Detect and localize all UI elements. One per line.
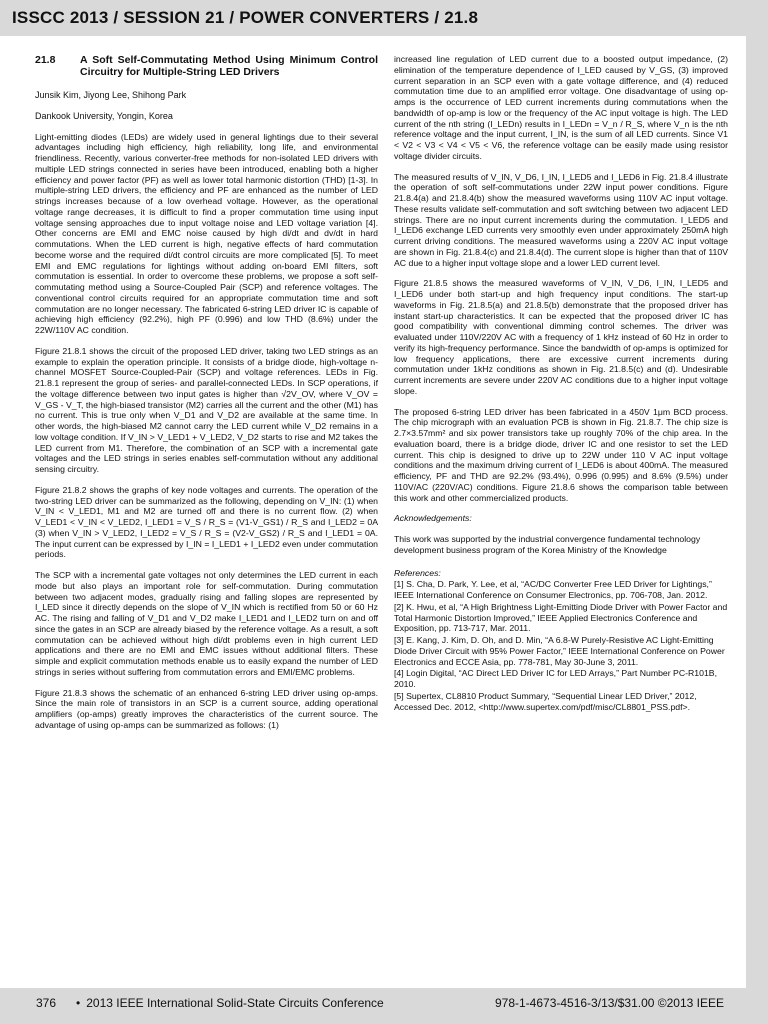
- reference-item: [5] Supertex, CL8810 Product Summary, “Sequential Linear LED Driver,” 2012, Accessed Dec. 2012, <http://www.supertex.com/pdf/misc/CL8801_PSS.pdf>.: [394, 690, 697, 712]
- page-number: 376: [36, 996, 57, 1010]
- footer-bar: [0, 988, 746, 1024]
- copyright-notice: 978-1-4673-4516-3/13/$31.00 ©2013 IEEE: [494, 996, 724, 1010]
- paper-title: A Soft Self-Commutating Method Using Minimum Control Circuitry for Multiple-String LED Drivers: [80, 54, 378, 78]
- footer-bullet: •: [76, 996, 81, 1010]
- right-column: [394, 54, 728, 713]
- reference-item: [4] Login Digital, “AC Direct LED Driver IC for LED Arrays,” Part Number PC-R101B, 2010.: [394, 668, 717, 689]
- header-title: ISSCC 2013 / SESSION 21 / POWER CONVERTERS / 21.8: [12, 8, 479, 27]
- references-section: [394, 568, 728, 713]
- body-paragraph: Figure 21.8.5 shows the measured waveforms of V_IN, V_D6, I_IN, I_LED5 and I_LED6 under both start-up and high frequency input conditions. The start-up waveforms in Fig. 21.8.5(a) and 21.8.5(b) demonstrate that the proposed driver has instant start-up characteristics. It can be expected that the proposed driver IC has good compatibility with conventional dimming control schemes. The driver was evaluated under 110V/220V AC with a frequency of 1 kHz instead of 60 Hz in order to verify its high-frequency performance. Since the bandwidth of op-amps is optimized for low frequency applications, there are excessive current increments during commutation under 1kHz conditions as shown in Fig. 21.8.5(c) and (d). Undesirable current increments are severe under 220V AC conditions due to a higher input voltage slope.: [394, 278, 728, 396]
- header-bar: [0, 0, 746, 36]
- references-heading: References:: [394, 567, 441, 578]
- affiliation: Dankook University, Yongin, Korea: [35, 110, 173, 121]
- reference-item: [1] S. Cha, D. Park, Y. Lee, et al, “AC/DC Converter Free LED Driver for Lightings,” IEEE International Conference on Consumer Electronics, pp. 706-708, Jan. 2012.: [394, 579, 712, 600]
- body-paragraph: Figure 21.8.2 shows the graphs of key node voltages and currents. The operation of the two-string LED driver can be summarized as the following, depending on V_IN: (1) when V_IN < V_LED1, M1 and M2 are turned off and there is no current flow. (2) when V_LED1 < V_IN < V_LED2, I_LED1 = V_S / R_S = (V1-V_GS1) / R_S and I_LED2 = 0A (3) when V_IN > V_LED2, I_LED2 = V_S / R_S = (V2-V_GS2) / R_S and I_LED1 = 0A. The input current can be expressed by I_IN = I_LED1 + I_LED2 even under commutation periods.: [35, 484, 378, 560]
- body-paragraph: Figure 21.8.1 shows the circuit of the proposed LED driver, taking two LED strings as an example to explain the operation principle. It consists of a bridge diode, high-voltage n-channel MOSFET Source-Coupled-Pair (SCP) and voltage references. LEDs in Fig. 21.8.1 represent the group of series- and parallel-connected LEDs. In SCP operations, if the voltage difference between two input gates is higher than √2V_OV, where V_OV = V_GS - V_T, the high-biased transistor (M2) carries all the current and the other (M1) has no current. This is true only when V_D1 and V_D2 are available at the same time. In other words, the high-biased M2 cannot carry the LED current while V_D2 remains in a low voltage condition. If V_IN > V_LED1 + V_LED2, V_D2 starts to rise and M2 takes the LED current from M1. Therefore, the combination of an SCP with a incremental gate voltages and the LED strings in series enables self-commutation without any additional sensing circuitry.: [35, 345, 378, 474]
- body-paragraph: The measured results of V_IN, V_D6, I_IN, I_LED5 and I_LED6 in Fig. 21.8.4 illustrate the operation of soft self-commutations under 22W input power conditions. Figure 21.8.4(a) and 21.8.4(b) show the measured waveforms using 110V AC input voltage. These results validate self-commutation and soft switching between two adjacent LED strings. There are no input current increments during the commutation. I_LED5 and I_LED6 exchange LED currents very smoothly even under approximately 250mA high current driving conditions. The measured waveforms using a 220V AC input voltage are shown in Fig. 21.8.4(c) and 21.8.4(d). The current slope is higher than that of 110V AC due to a higher input voltage slope and a lower LED current level.: [394, 171, 728, 268]
- acknowledgements-heading: Acknowledgements:: [394, 513, 472, 524]
- left-column: [35, 54, 378, 741]
- acknowledgements-section: [394, 513, 728, 555]
- reference-item: [3] E. Kang, J. Kim, D. Oh, and D. Min, “A 6.8-W Purely-Resistive AC Light-Emitting Diode Driver Circuit with 95% Power Factor,” IEEE International Conference on Power Electronics and ECCE Asia, pp. 778-781, May 30-June 3, 2011.: [394, 635, 725, 667]
- margin-strip: [746, 0, 768, 1024]
- acknowledgements-text: This work was supported by the industrial convergence fundamental technology development business program of the Korea Ministry of the Knowledge: [394, 534, 701, 555]
- paper-title-block: [35, 54, 378, 78]
- body-paragraph: The proposed 6-string LED driver has been fabricated in a 450V 1μm BCD process. The chip micrograph with an evaluation PCB is shown in Fig. 21.8.7. The chip size is 2.7×3.57mm² and six power transistors take up roughly 70% of the chip area. In the evaluation board, there is a bridge diode, driver IC and one resistor to set the LED current. This chip is designed to drive up to 22W under 110 V AC input voltage conditions and the maximum driving current of I_LED6 is about 400mA. The measured efficiency, PF and THD are 92.2% (93.4%), 0.996 (0.995) and 8.6% (9.5%) under 110V/AC (220V/AC) conditions. Figure 21.8.6 shows the comparison table between this work and other commercialized products.: [394, 406, 728, 503]
- body-paragraph: Light-emitting diodes (LEDs) are widely used in general lightings due to their several advantages including high efficiency, high reliability, long life, and environmental friendliness. Recently, various converter-free methods for non-isolated LED drivers with multiple LED strings connected in series have been introduced, enabling both a higher efficiency and power factor (PF) as well as lower total harmonic distortion (THD) [1-3]. In multiple-string LED drivers, the efficiency and PF are enhanced as the number of LED strings increases because of a low overhead voltage. However, as the operational voltage range decreases, it is difficult to find a proper commutation time using input voltage sensing approaches due to input voltage noise and LED voltage variation [4]. Other concerns are EMI and EMC noise caused by high di/dt and dv/dt in hard commutations. When the LED current is high, negative effects of hard commutation become worse and the required di/dt control circuits are more complicated [5]. To meet EMI and EMC regulations for lightings without adding on-board EMI filters, soft commutation is essential. In order to overcome these problems, we propose a soft self-commutating method using a Source-Coupled Pair (SCP) and reference voltages. The conventional control circuits required for an appropriate commutation time and soft commutation are no longer necessary. The fabricated 6-string LED driver IC is capable of achieving high efficiency (92.2%), high PF (0.996) and low THD (8.6%) under the 22W/110V AC condition.: [35, 131, 378, 335]
- section-number: 21.8: [35, 54, 56, 66]
- conference-name: 2013 IEEE International Solid-State Circuits Conference: [86, 996, 384, 1010]
- body-paragraph: The SCP with a incremental gate voltages not only determines the LED current in each mode but also plays an important role for self-commutation. During commutation between two adjacent modes, gradually rising and falling slopes are represented by I_LED since it directly depends on the slope of V_IN which is rectified from 50 or 60 Hz AC. The rising and falling of V_D1 and V_D2 make I_LED1 and I_LED2 turn on and off since the gates in an SCP are already biased by the reference voltage. As a result, a soft commutation can be achieved without high di/dt problems even in high current LED applications and there are no EMI and EMC issues without additional filters. These simple and explicit commutation methods enable us to easily expand the number of LED strings in series without suffering from commutation errors and EMI/EMC problems.: [35, 570, 378, 677]
- footer-left: [36, 996, 384, 1010]
- authors: Junsik Kim, Jiyong Lee, Shihong Park: [35, 90, 187, 100]
- reference-item: [2] K. Hwu, et al, “A High Brightness Light-Emitting Diode Driver with Power Factor and Total Harmonic Distortion Improved,” IEEE Applied Electronics Conference and Exposition, pp. 713-717, Mar. 2011.: [394, 601, 728, 634]
- body-paragraph: Figure 21.8.3 shows the schematic of an enhanced 6-string LED driver using op-amps. Since the main role of transistors in an SCP is a current source, adding operational amplifiers (op-amps) greatly improves the characteristics of the current source. The advantage of using op-amps can be summarized as follows: (1): [35, 687, 378, 730]
- body-paragraph: increased line regulation of LED current due to a boosted output impedance, (2) elimination of the temperature dependence of I_LED caused by V_GS, (3) improved current separation in an SCP even with a gate voltage difference, and (4) reduced commutation time due to an amplified error voltage. One disadvantage of using op-amps is the occurrence of LED current increments during commutations when the bandwidth of op-amp is low or the frequency of the AC input voltage is high. The LED current of the nth string (I_LEDn) results in I_LEDn = V_n / R_S, where V_n is the nth reference voltage and the input current, I_IN, is the sum of all LED currents. Since V1 < V2 < V3 < V4 < V5 < V6, the reference voltage can be easily made using resistor voltage divider circuits.: [394, 54, 728, 161]
